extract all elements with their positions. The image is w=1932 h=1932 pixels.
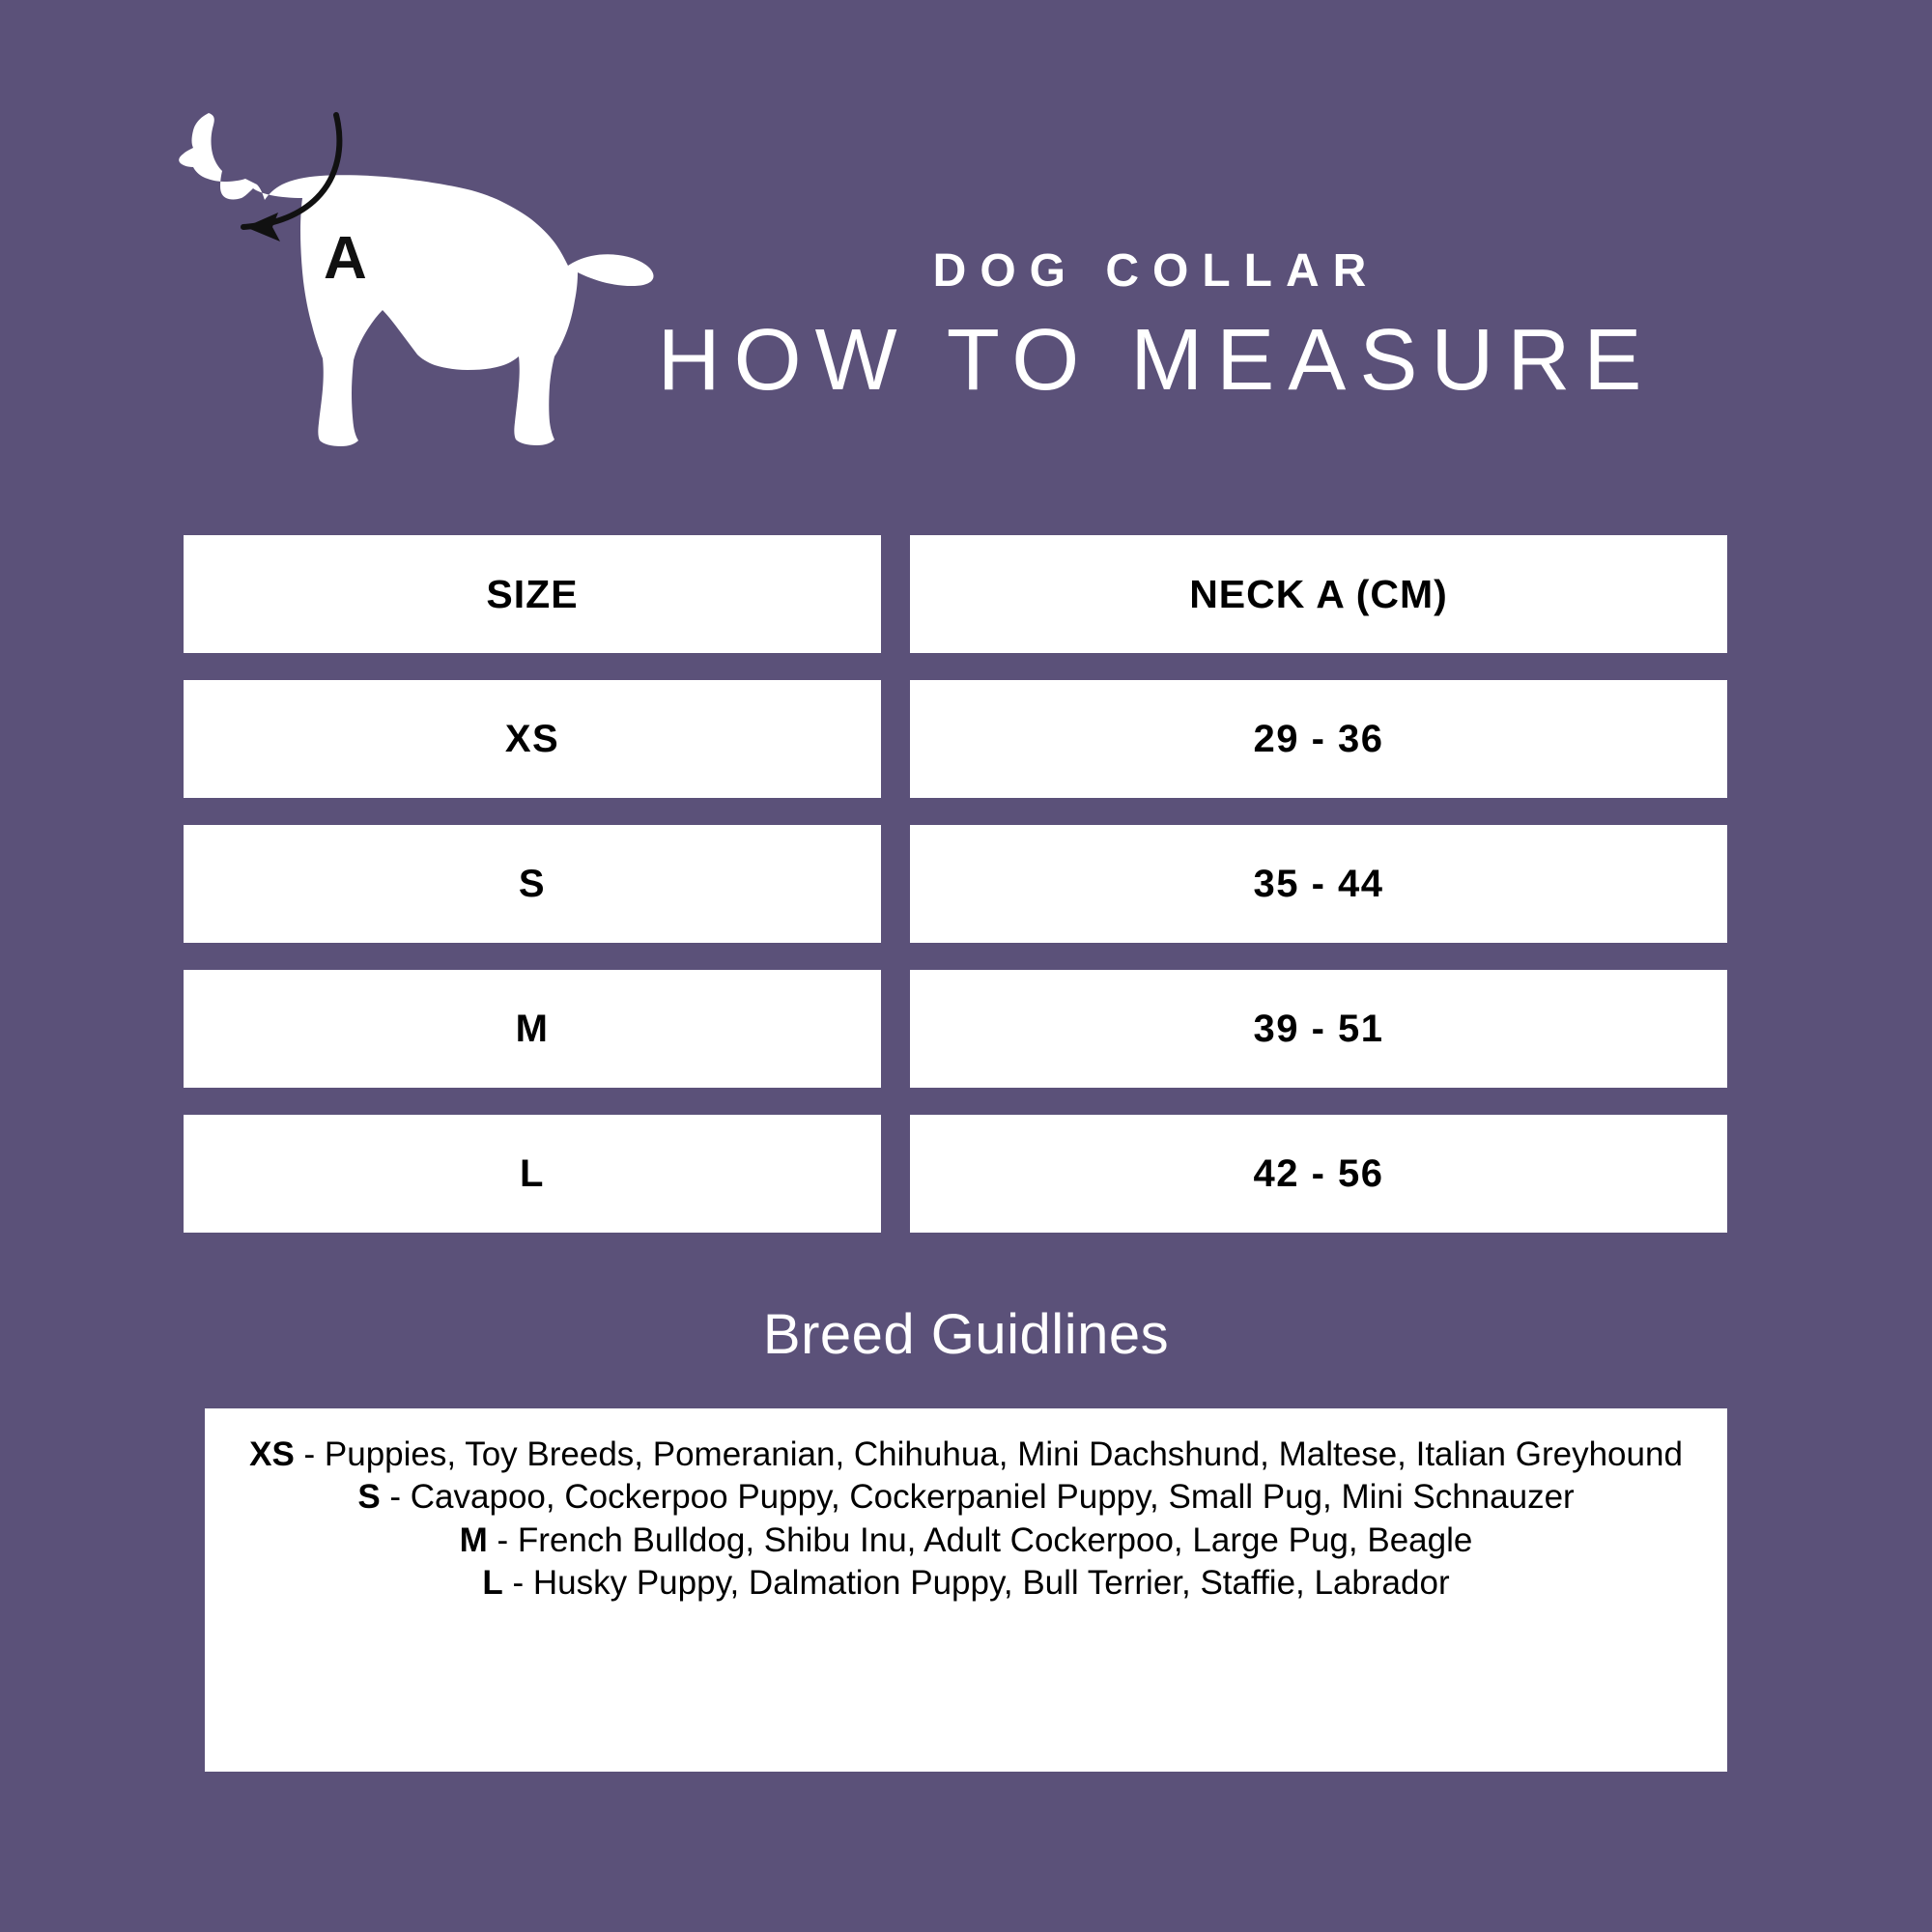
table-header-neck	[910, 535, 1727, 653]
neck-value-l: 42 - 56	[1253, 1151, 1384, 1195]
neck-value-m: 39 - 51	[1253, 1007, 1384, 1050]
cell-size-m	[184, 970, 881, 1088]
breed-line-xs-size: XS	[249, 1435, 295, 1473]
table-header-row	[184, 535, 1727, 653]
size-table	[184, 535, 1727, 1233]
table-row-l	[184, 1115, 1727, 1233]
breed-line-xs-sep: -	[294, 1435, 325, 1473]
table-header-size-label: SIZE	[486, 571, 579, 616]
cell-neck-m	[910, 970, 1727, 1088]
breed-line-s-breeds: Cavapoo, Cockerpoo Puppy, Cockerpaniel Puppy, Small Pug, Mini Schnauzer	[410, 1478, 1575, 1517]
breed-line-l	[238, 1562, 1694, 1605]
size-value-s: S	[518, 862, 547, 905]
size-value-m: M	[515, 1007, 550, 1050]
size-value-xs: XS	[504, 717, 560, 760]
breed-line-m-breeds: French Bulldog, Shibu Inu, Adult Cockerpoo, Large Pug, Beagle	[517, 1520, 1473, 1559]
breed-line-l-sep: -	[502, 1564, 533, 1603]
breed-line-s-sep: -	[380, 1478, 411, 1517]
size-value-l: L	[520, 1151, 545, 1195]
breed-line-m	[238, 1520, 1694, 1562]
dog-silhouette-icon	[179, 113, 653, 446]
breed-line-m-sep: -	[487, 1520, 518, 1559]
breed-line-s-size: S	[357, 1478, 381, 1517]
cell-size-xs	[184, 680, 881, 798]
breed-line-m-size: M	[459, 1520, 488, 1559]
table-row-m	[184, 970, 1727, 1088]
breed-line-xs	[238, 1434, 1694, 1476]
breed-line-l-breeds: Husky Puppy, Dalmation Puppy, Bull Terrier, Staffie, Labrador	[532, 1564, 1450, 1603]
breed-line-l-size: L	[482, 1564, 503, 1603]
cell-size-s	[184, 825, 881, 943]
table-row-xs	[184, 680, 1727, 798]
page-title: HOW TO MEASURE	[657, 311, 1656, 409]
cell-size-l	[184, 1115, 881, 1233]
table-row-s	[184, 825, 1727, 943]
page-title-block	[618, 245, 1681, 409]
breed-line-s	[238, 1476, 1694, 1519]
cell-neck-l	[910, 1115, 1727, 1233]
neck-value-xs: 29 - 36	[1253, 717, 1384, 760]
cell-neck-s	[910, 825, 1727, 943]
product-kicker: DOG COLLAR	[932, 245, 1380, 297]
table-header-size	[184, 535, 881, 653]
cell-neck-xs	[910, 680, 1727, 798]
breed-guidelines-title: Breed Guidlines	[762, 1303, 1170, 1366]
neck-value-s: 35 - 44	[1253, 862, 1384, 905]
measure-point-label-a: A	[324, 225, 367, 292]
breed-line-xs-breeds: Puppies, Toy Breeds, Pomeranian, Chihuhua, Mini Dachshund, Maltese, Italian Greyhound	[324, 1435, 1683, 1473]
table-header-neck-label: NECK A (CM)	[1189, 571, 1448, 616]
breed-guidelines-box	[205, 1408, 1727, 1772]
